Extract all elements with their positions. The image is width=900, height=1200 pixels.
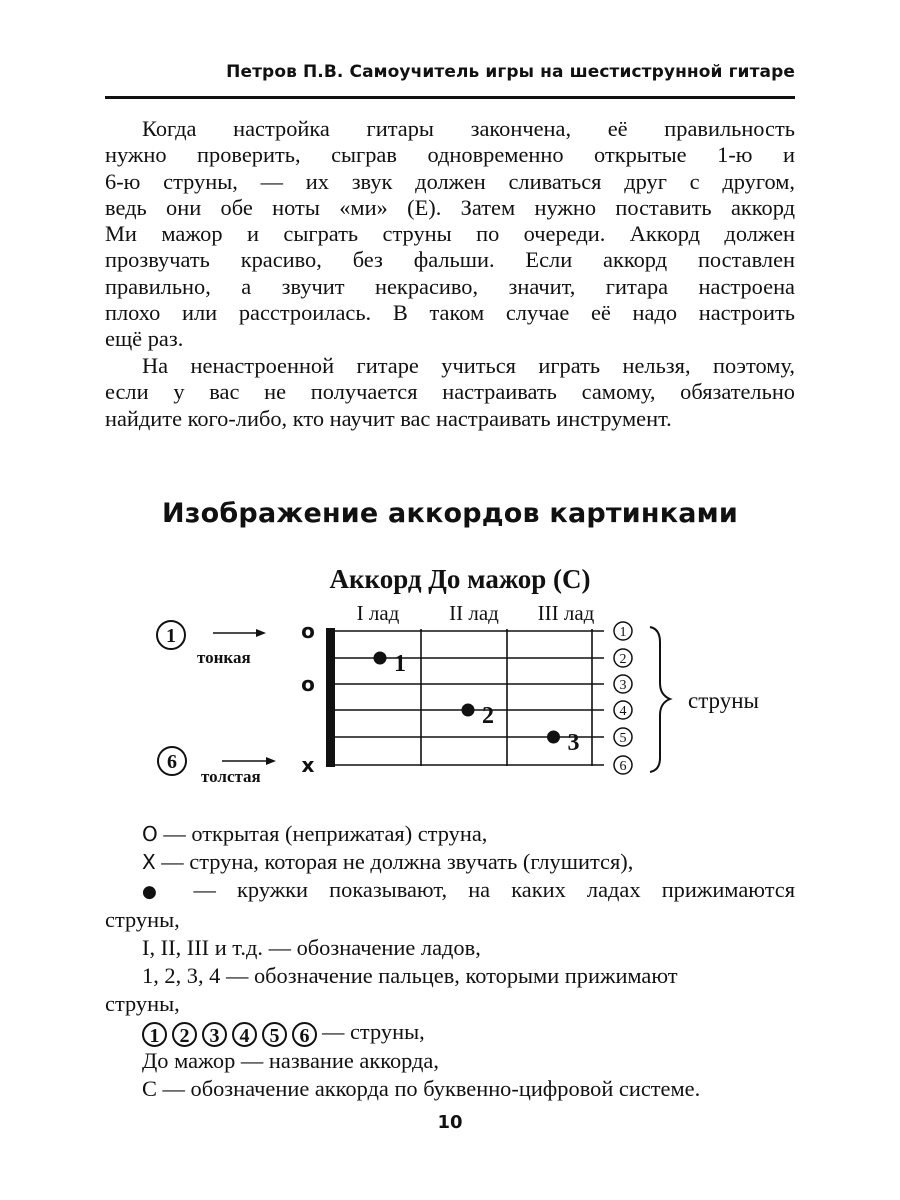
string-number-icon: 5 [262,1022,287,1047]
string-number-icon: 1 [142,1022,167,1047]
legend-frets: I, II, III и т.д. — обозначение ладов, [142,935,481,960]
text-line: Когда настройка гитары закончена, её правильность [142,116,795,141]
legend-muted [105,848,795,876]
legend-text: — струны, [322,1019,425,1044]
text-line: прозвучать красиво, без фальши. Если аккорд поставлен [105,247,795,273]
dot-icon: ● [142,882,173,902]
string-number-icon: 3 [202,1022,227,1047]
finger-dot [462,704,475,717]
section-title: Изображение аккордов картинками [161,498,739,529]
legend-name: До мажор — название аккорда, [142,1048,439,1073]
string-number: 4 [619,704,627,719]
legend-dot [105,876,795,906]
string-number: 3 [619,678,627,693]
string-number: 1 [619,625,627,640]
text-line: ещё раз. [105,326,184,352]
string-number: 6 [619,759,627,774]
thin-string-label: тонкая [197,648,251,667]
text-line: 6-ю струны, — их звук должен сливаться друг с другом, [105,168,795,194]
text-line: ведь они обе ноты «ми» (Е). Затем нужно поставить аккорд [105,194,795,220]
legend-text: — струна, которая не должна звучать (глушится), [155,849,634,874]
thick-string-label: толстая [201,767,261,786]
finger-number: 1 [394,651,406,677]
text-line: если у вас не получается настраивать самому, обязательно [105,379,795,405]
text-line: правильно, а звучит некрасиво, значит, гитара настроена [105,273,795,299]
finger-dot [374,652,387,665]
finger-dots [374,651,580,756]
legend-text: — кружки показывают, на каких ладах прижимаются [172,877,795,902]
legend-strings [105,1018,795,1047]
nut [326,628,335,767]
chord-title: Аккорд До мажор (С) [329,564,591,594]
legend-open [105,820,795,848]
frets [421,629,592,766]
arrow-head-icon [256,629,266,637]
strings-label: струны [688,688,759,713]
string-number-icon: 2 [172,1022,197,1047]
legend-fingers: 1, 2, 3, 4 — обозначение пальцев, которыми прижимают [142,963,678,988]
fret-label: III лад [537,601,595,625]
string-marks [301,619,315,777]
open-mark: o [301,672,315,696]
string-numbers [614,622,632,774]
arrow-head-icon [266,757,276,765]
page-number: 10 [437,1112,463,1133]
text-line: На ненастроенной гитаре учиться играть нельзя, поэтому, [142,353,795,378]
finger-dot [547,731,560,744]
text-line: нужно проверить, сыграв одновременно открытые 1-ю и [105,142,795,168]
string-number-icon: 4 [232,1022,257,1047]
text-line: плохо или расстроилась. В таком случае её надо настроить [105,300,795,326]
legend-text-cont: струны, [105,907,180,932]
muted-string-symbol: Х [142,850,156,874]
text-line: Ми мажор и сыграть струны по очереди. Аккорд должен [105,221,795,247]
finger-number: 3 [567,730,580,756]
string-number-icon: 6 [292,1022,317,1047]
string-number: 5 [619,731,627,746]
running-head: Петров П.В. Самоучитель игры на шестиструнной гитаре [226,62,795,82]
brace-icon [650,627,670,772]
strings [331,631,604,765]
legend-letter: С — обозначение аккорда по буквенно-цифровой системе. [142,1076,701,1101]
thick-string-number: 6 [167,751,177,773]
finger-number: 2 [482,703,494,729]
fret-label: II лад [449,601,499,625]
fret-label: I лад [356,601,400,625]
legend-text-cont: струны, [105,991,180,1016]
muted-mark: x [301,753,315,777]
string-number: 2 [619,652,627,667]
open-string-symbol: О [142,822,158,846]
open-mark: o [301,619,315,643]
text-line: найдите кого-либо, кто научит вас настраивать инструмент. [105,405,672,431]
legend-text: — открытая (неприжатая) струна, [157,821,488,846]
thin-string-number: 1 [166,625,176,647]
legend [105,820,795,1103]
